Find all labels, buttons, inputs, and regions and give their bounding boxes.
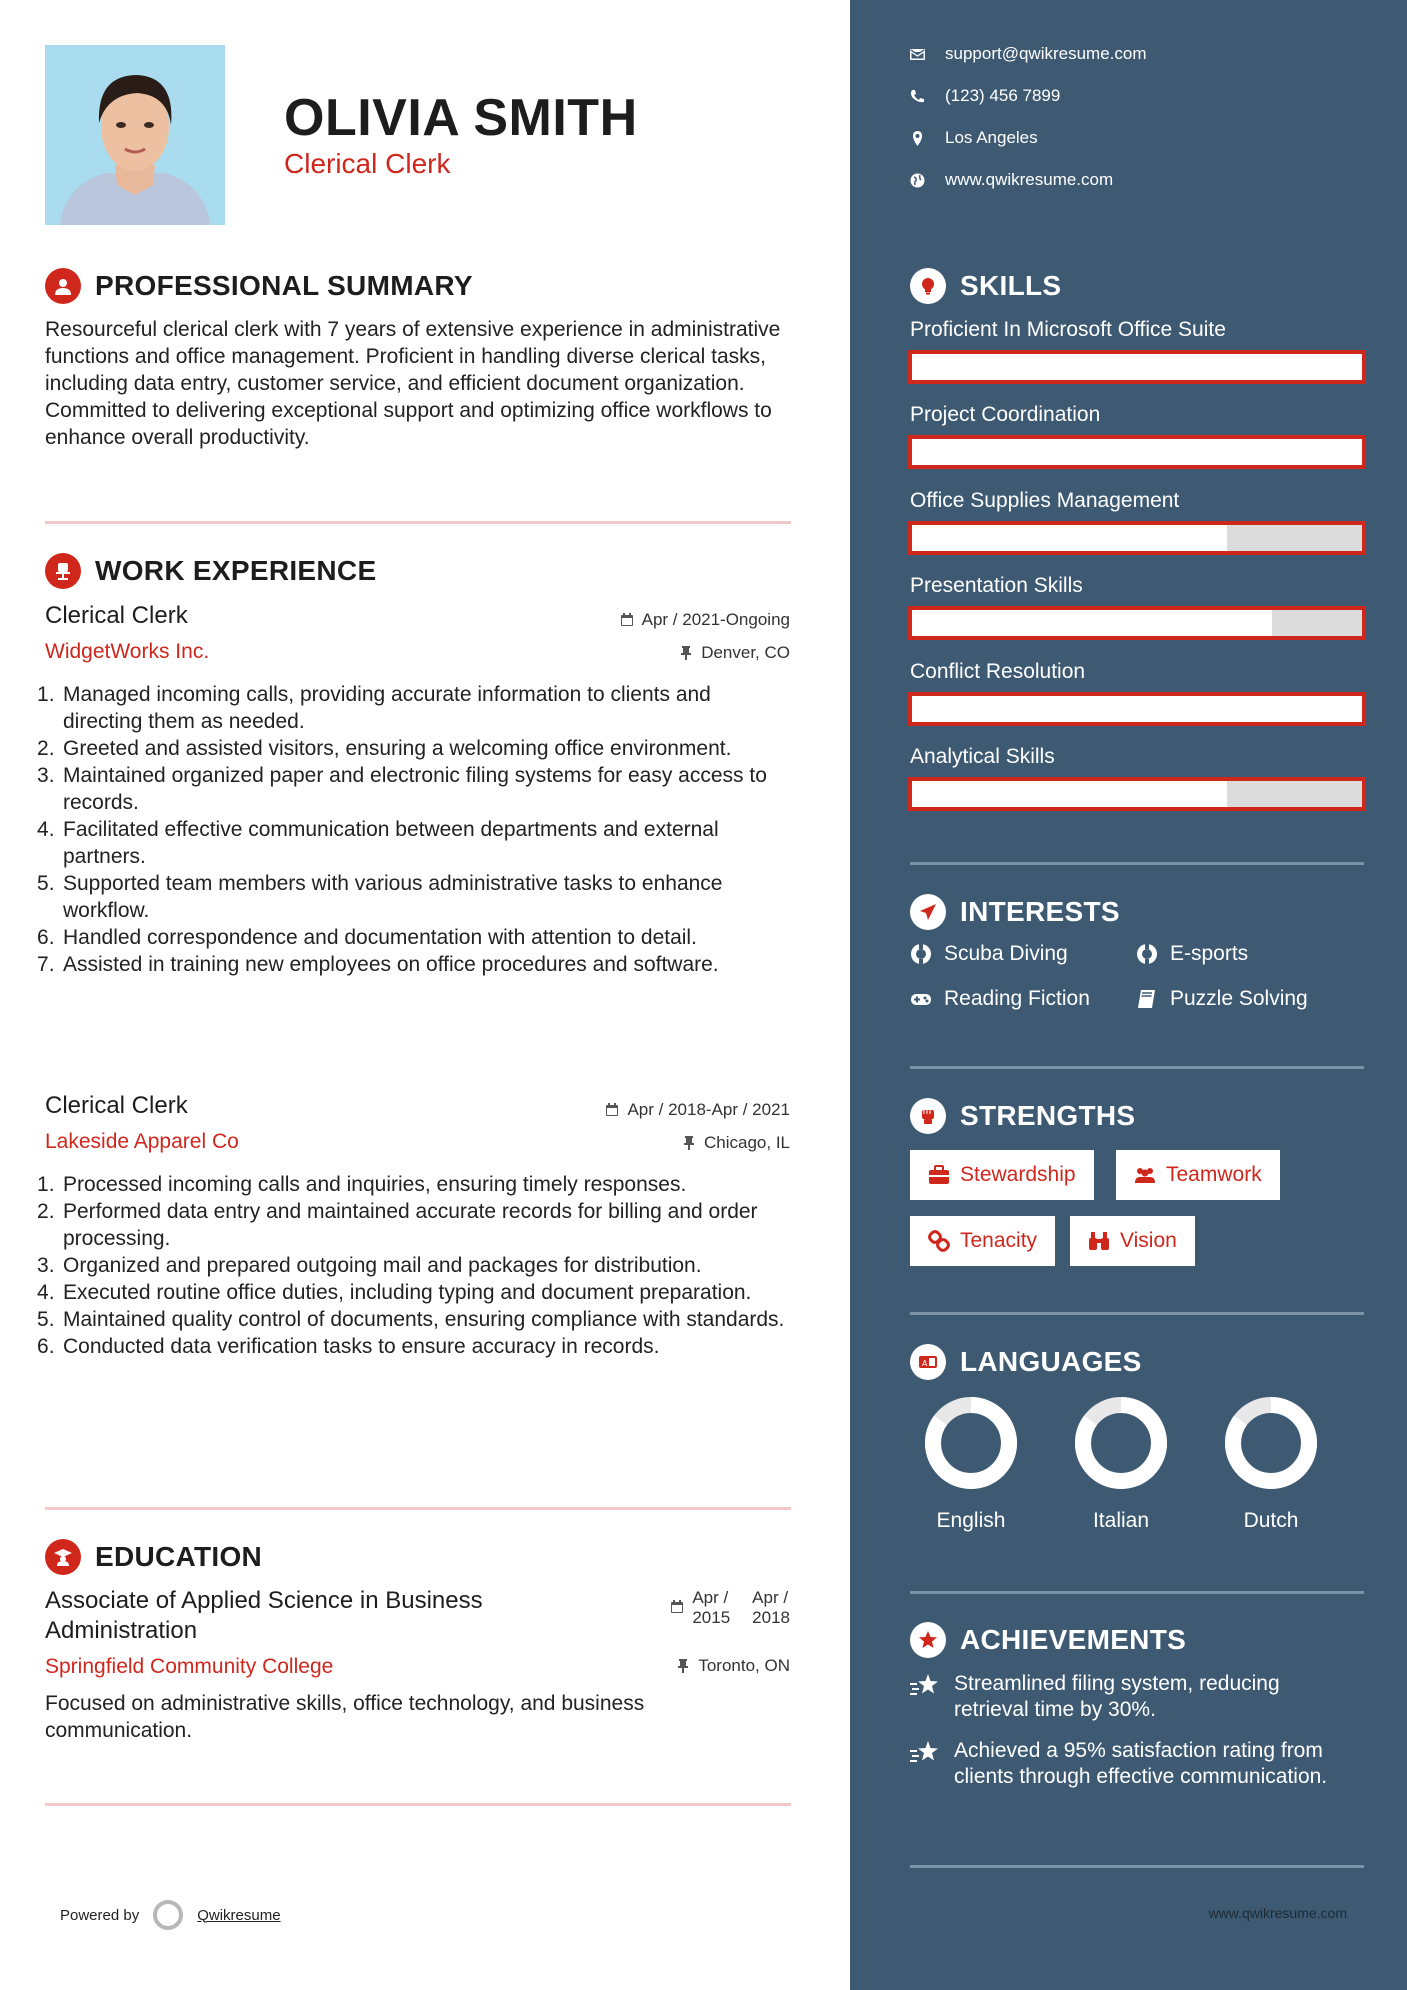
footer-powered bbox=[60, 1900, 281, 1930]
education-text: Focused on administrative skills, office technology, and business communication. bbox=[45, 1692, 645, 1742]
list-item: Maintained quality control of documents, ensuring compliance with standards. bbox=[63, 1308, 785, 1331]
list-item: Maintained organized paper and electronic filing systems for easy access to records. bbox=[63, 764, 767, 814]
skill-bar bbox=[908, 777, 1366, 811]
shooting-star-icon bbox=[910, 1673, 940, 1699]
interest-item bbox=[1136, 942, 1248, 966]
divider bbox=[910, 862, 1364, 865]
education-start bbox=[692, 1588, 730, 1628]
education-end bbox=[752, 1588, 790, 1628]
paper-plane-icon bbox=[910, 894, 946, 930]
pin-icon bbox=[676, 1659, 690, 1673]
profile-photo bbox=[45, 45, 225, 225]
job-company: WidgetWorks Inc. bbox=[45, 640, 210, 663]
interest-label: Scuba Diving bbox=[944, 942, 1068, 965]
degree-line: Associate of Applied Science in Business bbox=[45, 1587, 483, 1614]
skill-name: Office Supplies Management bbox=[910, 488, 1180, 512]
calendar-icon bbox=[670, 1600, 684, 1614]
achievement-text: Streamlined filing system, reducing retrieval time by 30%. bbox=[954, 1672, 1280, 1721]
skill-bar bbox=[908, 435, 1366, 469]
contact-website bbox=[910, 170, 1113, 190]
work-heading bbox=[45, 553, 376, 589]
languages-heading bbox=[910, 1344, 1142, 1380]
list-item: Greeted and assisted visitors, ensuring a welcoming office environment. bbox=[63, 737, 732, 760]
job-dates-text: Apr / 2018-Apr / 2021 bbox=[627, 1100, 790, 1119]
job-duties bbox=[63, 681, 793, 978]
contact-email bbox=[910, 44, 1147, 64]
shooting-star-icon bbox=[910, 1740, 940, 1766]
footer-website[interactable]: www.qwikresume.com bbox=[1208, 1905, 1347, 1921]
lifebuoy-icon bbox=[1136, 943, 1158, 965]
education-location bbox=[676, 1656, 790, 1676]
candidate-name: OLIVIA SMITH bbox=[284, 89, 638, 147]
divider bbox=[45, 1803, 791, 1806]
skill-bar-fill bbox=[912, 525, 1227, 551]
education-dates bbox=[670, 1588, 790, 1628]
skill-bar-fill bbox=[912, 696, 1362, 722]
star-icon bbox=[910, 1622, 946, 1658]
language-name: Italian bbox=[1092, 1509, 1150, 1532]
job-dates-text: Apr / 2021-Ongoing bbox=[641, 610, 790, 629]
strength-badge bbox=[1070, 1216, 1195, 1266]
strengths-heading-label: STRENGTHS bbox=[960, 1100, 1136, 1131]
svg-text:A: A bbox=[922, 1359, 928, 1368]
pin-icon bbox=[679, 646, 693, 660]
skill-name: Presentation Skills bbox=[910, 574, 1083, 598]
achievements-heading bbox=[910, 1622, 1186, 1658]
contact-location bbox=[910, 128, 1038, 148]
interest-item bbox=[910, 942, 1068, 966]
strength-label: Tenacity bbox=[960, 1229, 1038, 1252]
map-pin-icon bbox=[910, 131, 925, 146]
degree-line: Administration bbox=[45, 1617, 198, 1644]
strengths-heading bbox=[910, 1098, 1135, 1134]
list-item: Handled correspondence and documentation with attention to detail. bbox=[63, 926, 697, 949]
fist-icon bbox=[910, 1098, 946, 1134]
divider bbox=[910, 1591, 1364, 1594]
achievements-heading-label: ACHIEVEMENTS bbox=[960, 1624, 1187, 1655]
strength-badge bbox=[1116, 1150, 1280, 1200]
skill-bar-fill bbox=[912, 354, 1362, 380]
achievement-item bbox=[910, 1738, 1350, 1790]
calendar-icon bbox=[605, 1103, 619, 1117]
envelope-icon bbox=[910, 47, 925, 62]
skill-bar bbox=[908, 692, 1366, 726]
interest-label: Reading Fiction bbox=[944, 987, 1090, 1010]
interest-label: Puzzle Solving bbox=[1170, 987, 1308, 1010]
education-heading-label: EDUCATION bbox=[95, 1541, 263, 1572]
list-item: Assisted in training new employees on office procedures and software. bbox=[63, 953, 719, 976]
list-item: Facilitated effective communication between departments and external partners. bbox=[63, 818, 719, 868]
summary-heading-label: PROFESSIONAL SUMMARY bbox=[95, 270, 473, 301]
location-text: Los Angeles bbox=[945, 128, 1038, 147]
summary-heading bbox=[45, 268, 473, 304]
job-location-text: Denver, CO bbox=[701, 643, 790, 662]
graduate-icon bbox=[45, 1539, 81, 1575]
work-heading-label: WORK EXPERIENCE bbox=[95, 555, 377, 586]
achievement-text: Achieved a 95% satisfaction rating from clients through effective communication. bbox=[954, 1739, 1328, 1788]
language-item bbox=[906, 1395, 1036, 1533]
candidate-title: Clerical Clerk bbox=[284, 148, 451, 179]
language-item bbox=[1206, 1395, 1336, 1533]
interest-label: E-sports bbox=[1170, 942, 1249, 965]
languages-heading-label: LANGUAGES bbox=[960, 1346, 1142, 1377]
job-title: Clerical Clerk bbox=[45, 1092, 188, 1119]
education-location-text: Toronto, ON bbox=[698, 1656, 790, 1675]
date-part: Apr / bbox=[752, 1588, 789, 1607]
binoculars-icon bbox=[1088, 1230, 1110, 1252]
website-text[interactable]: www.qwikresume.com bbox=[945, 170, 1114, 189]
gamepad-icon bbox=[910, 988, 932, 1010]
skill-name: Project Coordination bbox=[910, 403, 1101, 427]
job-location bbox=[679, 643, 790, 663]
strength-label: Stewardship bbox=[960, 1163, 1076, 1186]
divider bbox=[45, 521, 791, 524]
lightbulb-icon bbox=[910, 268, 946, 304]
divider bbox=[910, 1066, 1364, 1069]
email-text[interactable]: support@qwikresume.com bbox=[945, 44, 1147, 63]
divider bbox=[910, 1312, 1364, 1315]
list-item: Managed incoming calls, providing accurate information to clients and directing them as needed. bbox=[63, 683, 711, 733]
list-item: Organized and prepared outgoing mail and packages for distribution. bbox=[63, 1254, 702, 1277]
language-donut bbox=[1223, 1395, 1319, 1491]
skill-name: Conflict Resolution bbox=[910, 659, 1086, 683]
job-location bbox=[682, 1133, 790, 1153]
divider bbox=[45, 1507, 791, 1510]
lifebuoy-icon bbox=[910, 943, 932, 965]
interests-heading-label: INTERESTS bbox=[960, 896, 1120, 927]
job-duties bbox=[63, 1171, 793, 1360]
strength-label: Teamwork bbox=[1166, 1163, 1262, 1186]
skill-bar bbox=[908, 521, 1366, 555]
skill-bar-fill bbox=[912, 781, 1227, 807]
interest-item bbox=[1136, 987, 1308, 1011]
school-name: Springfield Community College bbox=[45, 1655, 334, 1678]
skills-heading-label: SKILLS bbox=[960, 270, 1062, 301]
language-item bbox=[1056, 1395, 1186, 1533]
strength-badge bbox=[910, 1216, 1055, 1266]
list-item: Conducted data verification tasks to ensure accuracy in records. bbox=[63, 1335, 660, 1358]
phone-text: (123) 456 7899 bbox=[945, 86, 1061, 105]
job-title: Clerical Clerk bbox=[45, 602, 188, 629]
skills-heading bbox=[910, 268, 1061, 304]
briefcase-icon bbox=[928, 1164, 950, 1186]
list-item: Supported team members with various administrative tasks to enhance workflow. bbox=[63, 872, 723, 922]
interest-item bbox=[910, 987, 1090, 1011]
job-location-text: Chicago, IL bbox=[704, 1133, 790, 1152]
office-chair-icon bbox=[45, 553, 81, 589]
skill-bar bbox=[908, 350, 1366, 384]
calendar-icon bbox=[620, 613, 634, 627]
list-item: Executed routine office duties, including typing and document preparation. bbox=[63, 1281, 752, 1304]
users-icon bbox=[1134, 1164, 1156, 1186]
list-item: Performed data entry and maintained accurate records for billing and order processing. bbox=[63, 1200, 758, 1250]
job-company: Lakeside Apparel Co bbox=[45, 1130, 239, 1153]
globe-icon bbox=[910, 173, 925, 188]
user-icon bbox=[45, 268, 81, 304]
degree-title bbox=[45, 1586, 483, 1646]
job-dates bbox=[605, 1100, 790, 1120]
translate-icon bbox=[910, 1344, 946, 1380]
skill-name: Proficient In Microsoft Office Suite bbox=[910, 318, 1226, 341]
date-part: Apr / bbox=[692, 1588, 729, 1607]
date-part: 2018 bbox=[752, 1608, 790, 1627]
strength-badge bbox=[910, 1150, 1094, 1200]
pin-icon bbox=[682, 1136, 696, 1150]
job-dates bbox=[620, 610, 790, 630]
interests-heading bbox=[910, 894, 1120, 930]
language-donut bbox=[923, 1395, 1019, 1491]
achievement-item bbox=[910, 1671, 1350, 1723]
education-heading bbox=[45, 1539, 262, 1575]
powered-by-text: Powered by bbox=[60, 1906, 140, 1924]
language-donut bbox=[1073, 1395, 1169, 1491]
link-icon bbox=[928, 1230, 950, 1252]
skill-bar-fill bbox=[912, 610, 1272, 636]
book-icon bbox=[1136, 988, 1158, 1010]
phone-icon bbox=[910, 89, 925, 104]
summary-text: Resourceful clerical clerk with 7 years of extensive experience in administrative functions and office management. Proficient in handling diverse clerical tasks, including data entry, customer service, and efficient document organization. Committed to delivering exceptional support and optimizing office workflows to enhance overall productivity. bbox=[45, 318, 781, 449]
divider bbox=[910, 1865, 1364, 1868]
qwikresume-logo-icon bbox=[153, 1900, 183, 1930]
contact-phone bbox=[910, 86, 1060, 106]
language-name: Dutch bbox=[1243, 1509, 1299, 1532]
brand-link[interactable]: Qwikresume bbox=[197, 1906, 281, 1924]
date-part: 2015 bbox=[692, 1608, 731, 1627]
skill-bar-fill bbox=[912, 439, 1362, 465]
skill-bar bbox=[908, 606, 1366, 640]
skill-name: Analytical Skills bbox=[910, 745, 1055, 768]
list-item: Processed incoming calls and inquiries, ensuring timely responses. bbox=[63, 1173, 687, 1196]
language-name: English bbox=[936, 1509, 1006, 1532]
strength-label: Vision bbox=[1120, 1229, 1177, 1252]
